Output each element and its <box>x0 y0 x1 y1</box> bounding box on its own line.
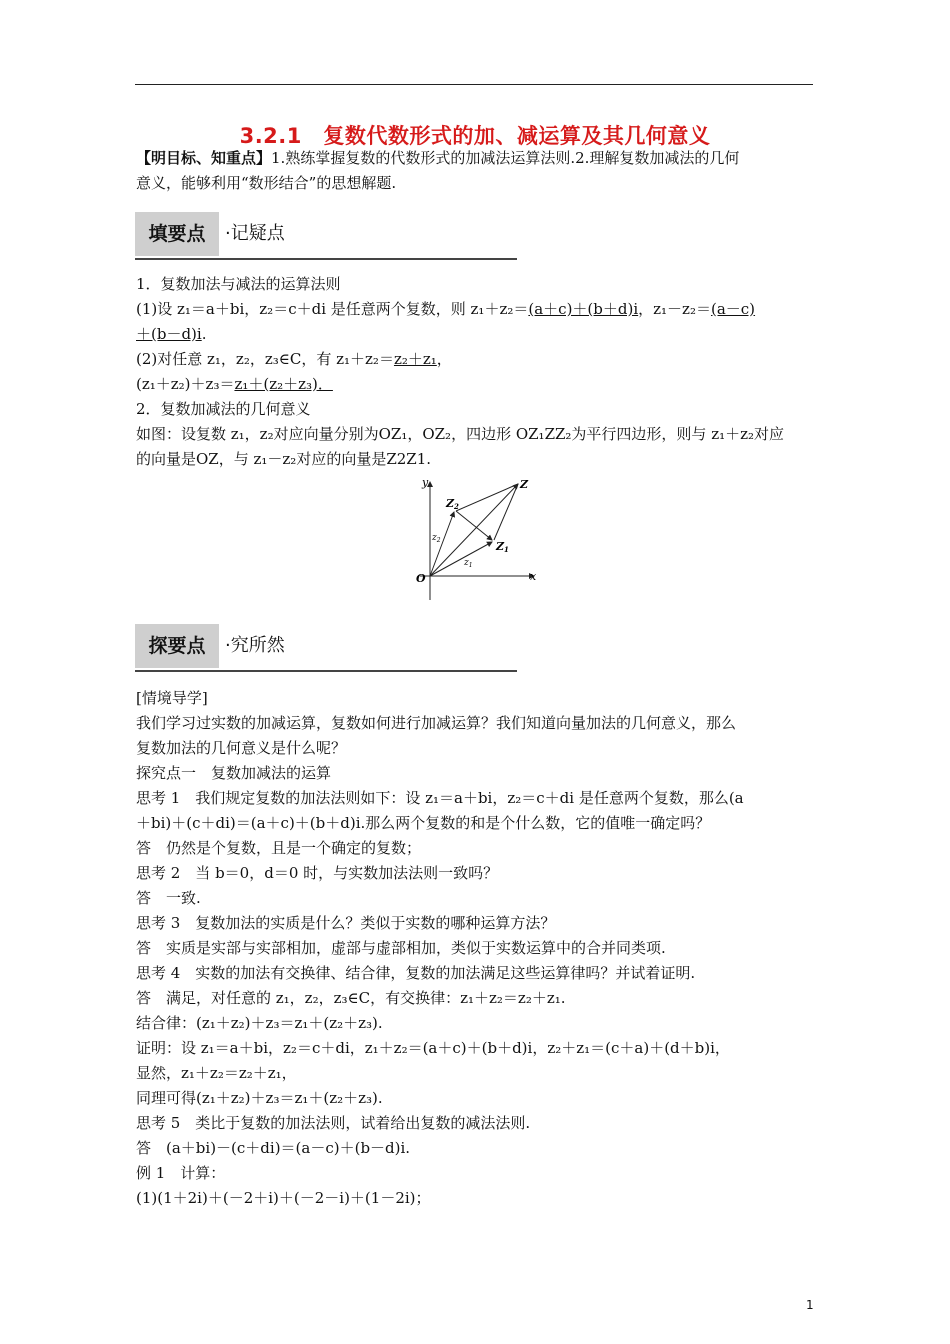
s1-text: (1)设 z₁＝a＋bi，z₂＝c＋di 是任意两个复数，则 z₁＋z₂＝ <box>136 300 529 318</box>
s1-answer-diff-cont: ＋(b－d)i <box>136 325 202 343</box>
s2-line: 思考 2 当 b＝0，d＝0 时，与实数加法法则一致吗？ <box>136 864 499 882</box>
s2-line: 显然，z₁＋z₂＝z₂＋z₁， <box>136 1064 297 1082</box>
s2-line: 探究点一 复数加减法的运算 <box>136 764 332 782</box>
s2-line: 同理可得(z₁＋z₂)＋z₃＝z₁＋(z₂＋z₃). <box>136 1089 383 1107</box>
objectives-line-1 <box>136 146 816 171</box>
s1-answer-diff: (a－c) <box>710 300 756 318</box>
s2-line: 例 1 计算： <box>136 1164 226 1182</box>
vector-oz <box>430 484 518 576</box>
label-origin: O <box>416 572 426 585</box>
s1-text: ， <box>436 350 452 368</box>
s1-line-3 <box>136 322 816 347</box>
objectives-line-2: 意义，能够利用“数形结合”的思想解题. <box>136 174 397 192</box>
page-title: 3.2.1 复数代数形式的加、减运算及其几何意义 <box>239 124 711 148</box>
s2-line: 复数加法的几何意义是什么呢？ <box>136 739 347 757</box>
s1-line-5 <box>136 372 816 397</box>
label-vec-z1: $z_1$ <box>464 558 473 569</box>
objectives-text-1: 1.熟练掌握复数的代数形式的加减法运算法则.2.理解复数加减法的几何 <box>271 149 740 167</box>
label-z1: Z1 <box>496 540 509 554</box>
vector-z2z1 <box>456 511 492 540</box>
s2-line: 思考 4 实数的加法有交换律、结合律，复数的加法满足这些运算律吗？并试着证明. <box>136 964 696 982</box>
label-z2: Z2 <box>446 497 459 511</box>
s2-line: 结合律：(z₁＋z₂)＋z₃＝z₁＋(z₂＋z₃). <box>136 1014 383 1032</box>
s1-line-2 <box>136 297 816 322</box>
s1-answer-associative: z₁＋(z₂＋z₃)． <box>234 375 333 393</box>
s1-answer-commutative: z₂＋z₁ <box>393 350 437 368</box>
s2-line: 证明：设 z₁＝a＋bi，z₂＝c＋di，z₁＋z₂＝(a＋c)＋(b＋d)i，z₂＋z₁＝(c＋a)＋(d＋b)i， <box>136 1039 730 1057</box>
s2-line: 思考 5 类比于复数的加法法则，试着给出复数的减法法则. <box>136 1114 531 1132</box>
parallelogram-figure <box>410 476 550 604</box>
section-box-2: 探要点 <box>135 624 219 668</box>
section-sub-1: ·记疑点 <box>225 223 285 244</box>
s2-line: 思考 3 复数加法的实质是什么？类似于实数的哪种运算方法？ <box>136 914 556 932</box>
section-rule-2 <box>135 670 517 672</box>
s1-line-8: 的向量是OZ，与 z₁－z₂对应的向量是Z2Z1. <box>136 450 432 468</box>
section-header-2 <box>135 624 517 674</box>
label-y: y <box>422 476 429 489</box>
vector-oz1 <box>430 542 492 576</box>
label-z: Z <box>520 478 529 491</box>
section-sub-2: ·究所然 <box>225 635 285 656</box>
s1-line-7: 如图：设复数 z₁，z₂对应向量分别为OZ₁，OZ₂，四边形 OZ₁ZZ₂为平行四边形，则与 z₁＋z₂对应 <box>136 425 785 443</box>
label-vec-z2: $z_2$ <box>432 533 441 544</box>
s1-line-1: 1．复数加法与减法的运算法则 <box>136 275 341 293</box>
s2-line: 答 实质是实部与实部相加，虚部与虚部相加，类似于实数运算中的合并同类项. <box>136 939 666 957</box>
s2-line: 我们学习过实数的加减运算，复数如何进行加减运算？我们知道向量加法的几何意义，那么 <box>136 714 737 732</box>
page-number: 1 <box>806 1298 814 1312</box>
s1-text: ，z₁－z₂＝ <box>638 300 711 318</box>
s2-line: 答 (a＋bi)－(c＋di)＝(a－c)＋(b－d)i. <box>136 1139 411 1157</box>
header-rule <box>135 84 813 85</box>
section-header-1 <box>135 212 517 262</box>
s2-line: (1)(1＋2i)＋(－2＋i)＋(－2－i)＋(1－2i)； <box>136 1189 431 1207</box>
s1-line-6: 2．复数加减法的几何意义 <box>136 400 311 418</box>
section-rule-1 <box>135 258 517 260</box>
section-box-1: 填要点 <box>135 212 219 256</box>
s1-text: (2)对任意 z₁，z₂，z₃∈C，有 z₁＋z₂＝ <box>136 350 394 368</box>
s1-text: . <box>201 325 207 343</box>
s1-text: (z₁＋z₂)＋z₃＝ <box>136 375 235 393</box>
s1-line-4 <box>136 347 816 372</box>
s2-line: 思考 1 我们规定复数的加法法则如下：设 z₁＝a＋bi，z₂＝c＋di 是任意两个复数，那么(a <box>136 789 744 807</box>
s2-line: ＋bi)＋(c＋di)＝(a＋c)＋(b＋d)i.那么两个复数的和是个什么数，它的值唯一确定吗？ <box>136 814 711 832</box>
label-x: x <box>530 570 537 583</box>
s2-line: 答 满足，对任意的 z₁，z₂，z₃∈C，有交换律：z₁＋z₂＝z₂＋z₁. <box>136 989 566 1007</box>
s1-answer-sum: (a＋c)＋(b＋d)i <box>528 300 639 318</box>
vector-oz2 <box>430 512 454 576</box>
s2-line: [情境导学] <box>136 689 208 707</box>
objectives-label: 【明目标、知重点】 <box>136 149 272 167</box>
s2-line: 答 一致. <box>136 889 201 907</box>
s2-line: 答 仍然是个复数，且是一个确定的复数； <box>136 839 422 857</box>
